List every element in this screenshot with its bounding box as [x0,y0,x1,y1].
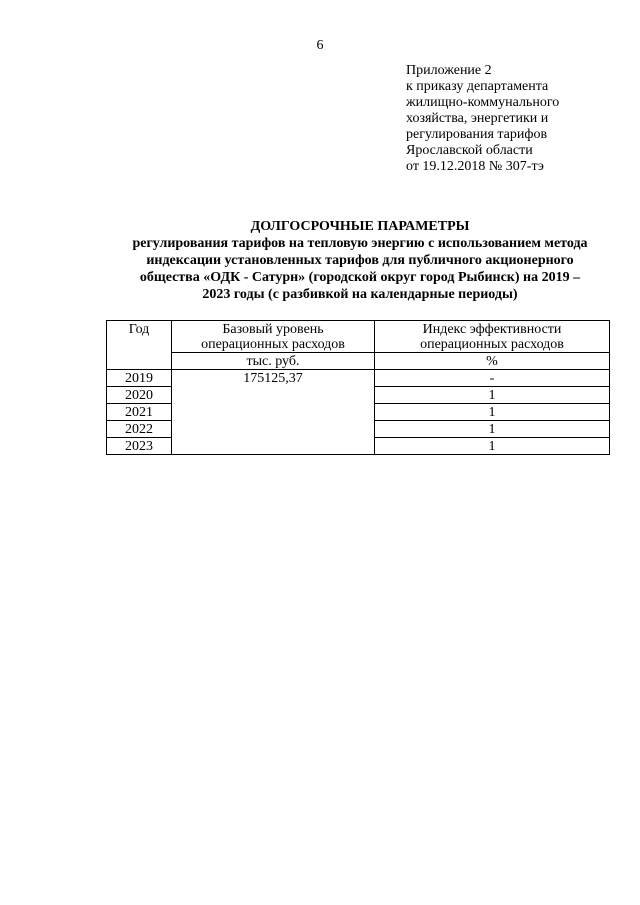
parameters-table [106,320,610,455]
cell-index: 1 [375,387,610,404]
unit-base: тыс. руб. [172,353,375,370]
heading-line: индексации установленных тарифов для публичного акционерного [146,253,574,268]
cell-index: 1 [375,438,610,455]
cell-index: 1 [375,421,610,438]
document-title: ДОЛГОСРОЧНЫЕ ПАРАМЕТРЫ [250,219,470,234]
cell-index: - [375,370,610,387]
appendix-block [406,63,626,175]
heading-line: 2023 годы (с разбивкой на календарные периоды) [202,287,518,302]
cell-year: 2020 [107,387,172,404]
appendix-line: Приложение 2 [406,63,492,78]
header-index-line: операционных расходов [420,337,564,352]
cell-year: 2023 [107,438,172,455]
cell-year: 2022 [107,421,172,438]
heading-line: регулирования тарифов на тепловую энергию с использованием метода [132,236,588,251]
header-base-line: операционных расходов [201,337,345,352]
unit-index: % [375,353,610,370]
appendix-line: регулирования тарифов [406,127,548,142]
header-base-line: Базовый уровень [222,322,324,337]
table-units-row [107,353,610,370]
cell-index: 1 [375,404,610,421]
page-number: 6 [316,38,324,53]
appendix-line: к приказу департамента [406,79,549,94]
header-base [172,321,375,353]
header-year-label: Год [128,322,150,337]
header-index [375,321,610,353]
header-index-line: Индекс эффективности [422,322,562,337]
table-header-row [107,321,610,353]
appendix-line: Ярославской области [406,143,533,158]
appendix-line: жилищно-коммунального [406,95,560,110]
cell-year: 2021 [107,404,172,421]
table-row [107,370,610,387]
appendix-line: хозяйства, энергетики и [406,111,549,126]
header-year [107,321,172,370]
document-heading [100,218,620,303]
appendix-line: от 19.12.2018 № 307-тэ [406,159,544,174]
heading-line: общества «ОДК - Сатурн» (городской округ город Рыбинск) на 2019 – [139,270,581,285]
cell-year: 2019 [107,370,172,387]
cell-base-value: 175125,37 [172,370,375,455]
